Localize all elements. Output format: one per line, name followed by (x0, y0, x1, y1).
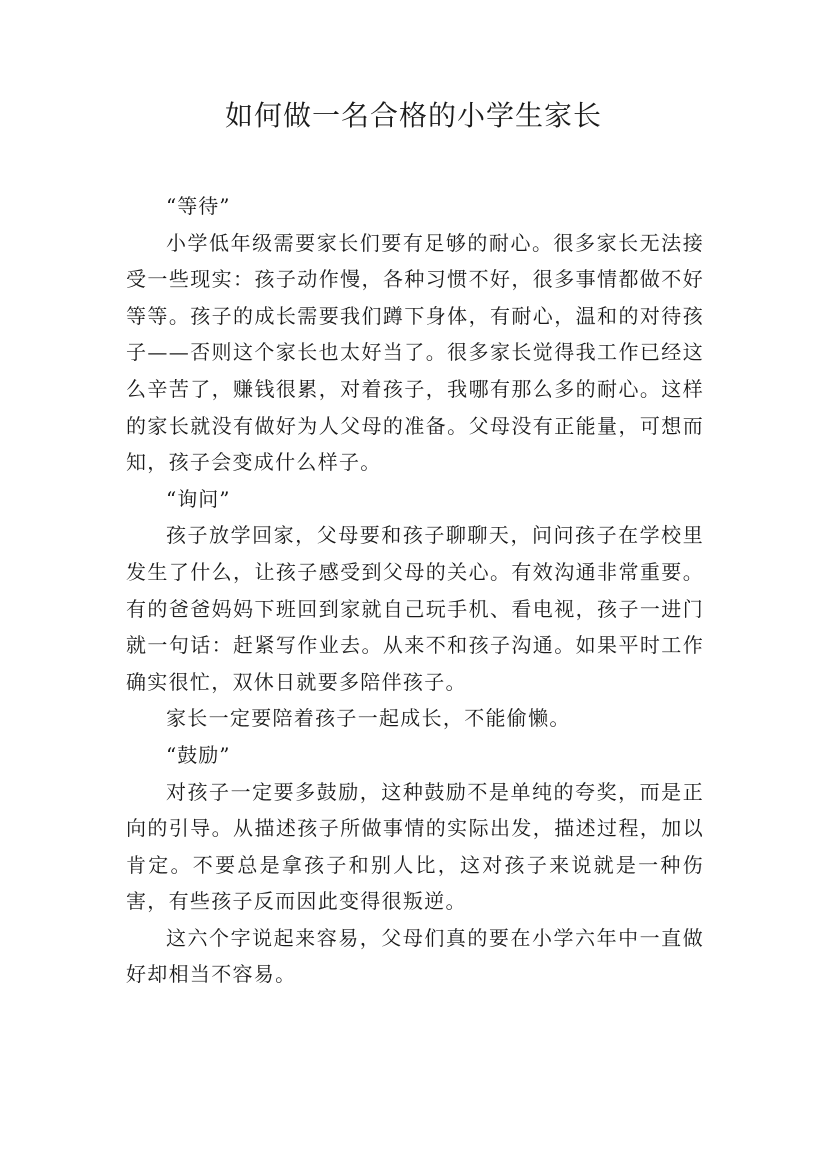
paragraph-grow-together: 家长一定要陪着孩子一起成长，不能偷懒。 (166, 706, 571, 731)
paragraph-conclusion: 这六个字说起来容易，父母们真的要在小学六年中一直做好却相当不容易。 (126, 925, 704, 987)
section-heading-ask: “询问” (166, 486, 231, 511)
document-title: 如何做一名合格的小学生家长 (224, 99, 602, 132)
paragraph-encourage: 对孩子一定要多鼓励，这种鼓励不是单纯的夸奖，而是正向的引导。从描述孩子所做事情的实际出发，描述过程，加以肯定。不要总是拿孩子和别人比，这对孩子来说就是一种伤害，有些孩子反而因此变得很叛逆。 (126, 779, 704, 914)
section-heading-wait: “等待” (166, 194, 231, 218)
paragraph-wait: 小学低年级需要家长们要有足够的耐心。很多家长无法接受一些现实：孩子动作慢，各种习惯不好，很多事情都做不好等等。孩子的成长需要我们蹲下身体，有耐心，温和的对待孩子——否则这个家长也太好当了。很多家长觉得我工作已经这么辛苦了，赚钱很累，对着孩子，我哪有那么多的耐心。这样的家长就没有做好为人父母的准备。父母没有正能量，可想而知，孩子会变成什么样子。 (126, 230, 704, 475)
section-heading-encourage: “鼓励” (166, 742, 231, 767)
document-body (126, 188, 704, 993)
paragraph-ask: 孩子放学回家，父母要和孩子聊聊天，问问孩子在学校里发生了什么，让孩子感受到父母的关心。有效沟通非常重要。有的爸爸妈妈下班回到家就自己玩手机、看电视，孩子一进门就一句话：赶紧写作业去。从来不和孩子沟通。如果平时工作确实很忙，双休日就要多陪伴孩子。 (126, 523, 704, 694)
